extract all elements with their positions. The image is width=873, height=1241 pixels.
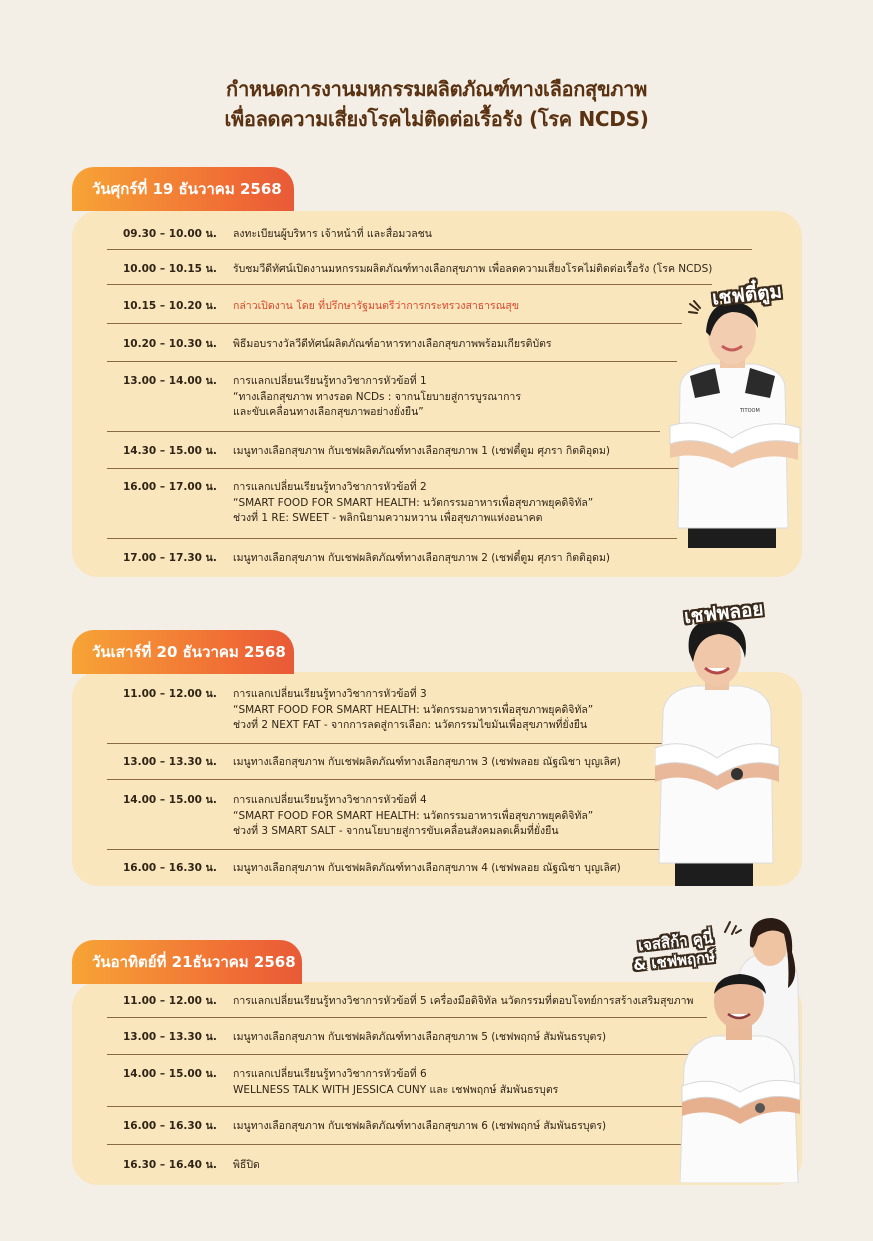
time-label: 16.00 – 16.30 น.: [123, 862, 217, 874]
chef-label-line-1: เจสสิก้า คูนี่: [637, 928, 714, 955]
time-label: 13.00 – 13.30 น.: [123, 1031, 217, 1043]
time-label: 14.00 – 15.00 น.: [123, 1068, 217, 1080]
time-label: 16.30 – 16.40 น.: [123, 1159, 217, 1171]
time-label: 09.30 – 10.00 น.: [123, 228, 217, 240]
divider: [107, 1054, 697, 1055]
item-description: [233, 793, 593, 840]
divider: [107, 284, 712, 285]
divider: [107, 743, 667, 744]
item-description: [233, 687, 593, 734]
item-description: เมนูทางเลือกสุขภาพ กับเชฟผลิตภัณฑ์ทางเลือกสุขภาพ 6 (เชฟพฤกษ์ สัมพันธรบุตร): [233, 1120, 607, 1132]
divider: [107, 1017, 707, 1018]
sparkle-icon: [722, 918, 742, 936]
item-description: เมนูทางเลือกสุขภาพ กับเชฟผลิตภัณฑ์ทางเลือกสุขภาพ 1 (เชฟตี๋ตูม ศุภรา กิตติอุดม): [233, 445, 610, 457]
description-line: การแลกเปลี่ยนเรียนรู้ทางวิชาการหัวข้อที่ 4: [233, 794, 427, 806]
item-description: เมนูทางเลือกสุขภาพ กับเชฟผลิตภัณฑ์ทางเลือกสุขภาพ 2 (เชฟตี๋ตูม ศุภรา กิตติอุดม): [233, 552, 610, 564]
description-line: การแลกเปลี่ยนเรียนรู้ทางวิชาการหัวข้อที่ 2: [233, 481, 427, 493]
time-label: 10.20 – 10.30 น.: [123, 338, 217, 350]
chef-titoom-photo: [660, 298, 805, 548]
item-description: เมนูทางเลือกสุขภาพ กับเชฟผลิตภัณฑ์ทางเลือกสุขภาพ 4 (เชฟพลอย ณัฐณิชา บุญเลิศ): [233, 862, 621, 874]
description-line: “SMART FOOD FOR SMART HEALTH: นวัตกรรมอาหารเพื่อสุขภาพยุคดิจิทัล”: [233, 703, 594, 716]
time-label: 16.00 – 16.30 น.: [123, 1120, 217, 1132]
chef-ploy-label: เชฟพลอย: [683, 597, 765, 629]
divider: [107, 779, 667, 780]
time-label: 11.00 – 12.00 น.: [123, 995, 217, 1007]
time-label: 16.00 – 17.00 น.: [123, 481, 217, 493]
divider: [107, 1144, 697, 1145]
description-line: การแลกเปลี่ยนเรียนรู้ทางวิชาการหัวข้อที่ 3: [233, 688, 427, 700]
time-label: 14.30 – 15.00 น.: [123, 445, 217, 457]
time-label: 13.00 – 14.00 น.: [123, 375, 217, 387]
chef-titoom-label: เชฟตี๋ตูม: [711, 280, 784, 310]
sparkle-icon: [688, 300, 714, 320]
divider: [107, 323, 682, 324]
divider: [107, 468, 682, 469]
time-label: 11.00 – 12.00 น.: [123, 688, 217, 700]
description-line: การแลกเปลี่ยนเรียนรู้ทางวิชาการหัวข้อที่ 1: [233, 375, 427, 387]
time-label: 10.15 – 10.20 น.: [123, 300, 217, 312]
divider: [107, 249, 752, 250]
description-line: และขับเคลื่อนทางเลือกสุขภาพอย่างยั่งยืน”: [233, 406, 424, 418]
title-line-1: กำหนดการงานมหกรรมผลิตภัณฑ์ทางเลือกสุขภาพ: [225, 77, 648, 101]
time-label: 17.00 – 17.30 น.: [123, 552, 217, 564]
item-description: ลงทะเบียนผู้บริหาร เจ้าหน้าที่ และสื่อมวลชน: [233, 228, 432, 240]
time-label: 10.00 – 10.15 น.: [123, 263, 217, 275]
divider: [107, 538, 677, 539]
description-line: ช่วงที่ 3 SMART SALT - จากนโยบายสู่การขับเคลื่อนสังคมลดเค็มที่ยั่งยืน: [233, 825, 559, 837]
description-line: การแลกเปลี่ยนเรียนรู้ทางวิชาการหัวข้อที่ 6: [233, 1068, 427, 1080]
divider: [107, 361, 677, 362]
divider: [107, 849, 667, 850]
chef-ploy-photo: [655, 618, 780, 886]
time-label: 14.00 – 15.00 น.: [123, 794, 217, 806]
day-tab-2: วันเสาร์ที่ 20 ธันวาคม 2568: [72, 630, 294, 674]
chef-label-line-2: & เชฟพฤกษ์: [632, 947, 716, 975]
description-line: ช่วงที่ 1 RE: SWEET - พลิกนิยามความหวาน เพื่อสุขภาพแห่งอนาคต: [233, 512, 543, 524]
day-tab-1: วันศุกร์ที่ 19 ธันวาคม 2568: [72, 167, 294, 211]
item-description: เมนูทางเลือกสุขภาพ กับเชฟผลิตภัณฑ์ทางเลือกสุขภาพ 5 (เชฟพฤกษ์ สัมพันธรบุตร): [233, 1031, 607, 1043]
item-description: [233, 1067, 558, 1098]
description-line: “SMART FOOD FOR SMART HEALTH: นวัตกรรมอาหารเพื่อสุขภาพยุคดิจิทัล”: [233, 496, 594, 509]
time-label: 13.00 – 13.30 น.: [123, 756, 217, 768]
description-line: “ทางเลือกสุขภาพ ทางรอด NCDs : จากนโยบายสู่การบูรณาการ: [233, 390, 521, 403]
item-description: พิธีปิด: [233, 1159, 260, 1171]
page-title: [0, 74, 873, 134]
description-line: WELLNESS TALK WITH JESSICA CUNY และ เชฟพฤกษ์ สัมพันธรบุตร: [233, 1083, 559, 1096]
day-tab-3: วันอาทิตย์ที่ 21ธันวาคม 2568: [72, 940, 302, 984]
divider: [107, 431, 660, 432]
item-description-highlight: กล่าวเปิดงาน โดย ที่ปรึกษารัฐมนตรีว่าการกระทรวงสาธารณสุข: [233, 300, 520, 312]
description-line: ช่วงที่ 2 NEXT FAT - จากการลดสู่การเลือก: นวัตกรรมไขมันเพื่อสุขภาพที่ยั่งยืน: [233, 719, 588, 731]
title-line-2: เพื่อลดความเสี่ยงโรคไม่ติดต่อเรื้อรัง (โรค NCDS): [224, 107, 649, 131]
item-description: พิธีมอบรางวัลวีดีทัศน์ผลิตภัณฑ์อาหารทางเลือกสุขภาพพร้อมเกียรติบัตร: [233, 338, 552, 350]
description-line: “SMART FOOD FOR SMART HEALTH: นวัตกรรมอาหารเพื่อสุขภาพยุคดิจิทัล”: [233, 809, 594, 822]
item-description: [233, 480, 593, 527]
item-description: [233, 374, 521, 421]
divider: [107, 1106, 687, 1107]
chef-logo-text: TITOOM: [740, 408, 760, 414]
item-description: การแลกเปลี่ยนเรียนรู้ทางวิชาการหัวข้อที่ 5 เครื่องมือดิจิทัล นวัตกรรมที่ตอบโจทย์การสร้างเสริมสุขภาพ: [233, 995, 694, 1007]
item-description: รับชมวีดีทัศน์เปิดงานมหกรรมผลิตภัณฑ์ทางเลือกสุขภาพ เพื่อลดความเสี่ยงโรคไม่ติดต่อเรื้อรัง (โรค NCDS): [233, 263, 713, 275]
item-description: เมนูทางเลือกสุขภาพ กับเชฟผลิตภัณฑ์ทางเลือกสุขภาพ 3 (เชฟพลอย ณัฐณิชา บุญเลิศ): [233, 756, 621, 768]
